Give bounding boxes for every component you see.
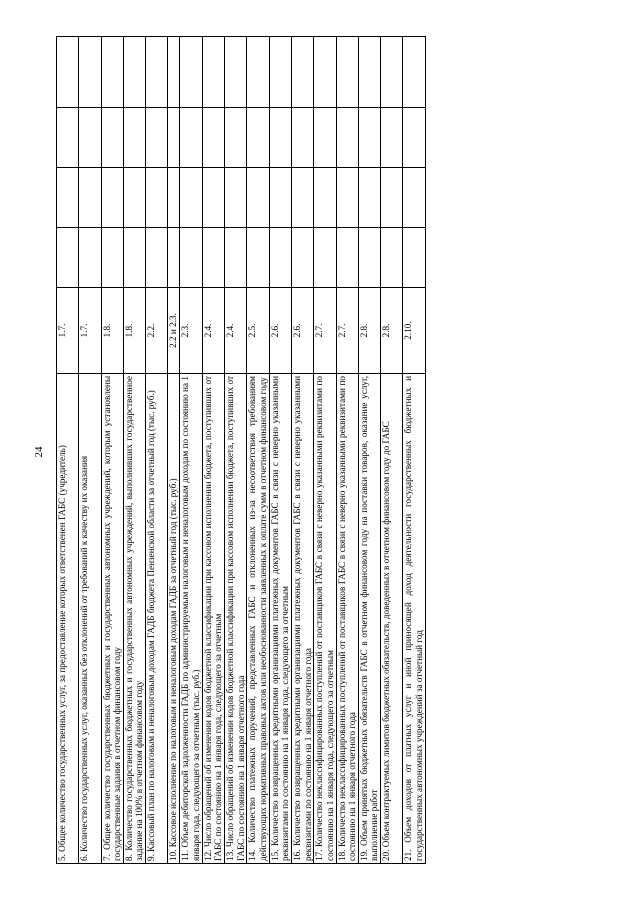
empty-cell	[168, 108, 180, 168]
empty-cell	[225, 37, 247, 108]
empty-cell	[180, 228, 202, 288]
table-row	[314, 37, 336, 864]
empty-cell	[57, 37, 79, 108]
empty-cell	[247, 168, 269, 228]
empty-cell	[291, 228, 313, 288]
table-row	[180, 37, 202, 864]
empty-cell	[314, 228, 336, 288]
indicator-description: 18. Количество неклассифицированных поступлений от поставщиков ГАБС в связи с неверно указанными реквизитами по состоянию на 1 января отчетного года	[336, 374, 358, 864]
empty-cell	[101, 228, 123, 288]
empty-cell	[202, 108, 224, 168]
empty-cell	[225, 228, 247, 288]
empty-cell	[180, 168, 202, 228]
indicator-code: 2.2 и 2.3.	[168, 288, 180, 374]
indicator-code: 2.10.	[403, 288, 425, 374]
indicator-code: 2.4.	[202, 288, 224, 374]
indicator-code: 2.4.	[225, 288, 247, 374]
table-row	[358, 37, 380, 864]
table-row	[101, 37, 123, 864]
empty-cell	[79, 168, 101, 228]
empty-cell	[403, 168, 425, 228]
empty-cell	[146, 228, 168, 288]
indicator-description: 14. Количество платежных поручений, представленных ГАБС и отклоненных из-за несоответствия требованиям действующих нормативных правовых актов или необоснованности заявленных к оплате сумм в отчетном финансовом году	[247, 374, 269, 864]
empty-cell	[146, 168, 168, 228]
table-row	[403, 37, 425, 864]
indicator-description: 19. Объем принятых бюджетных обязательств ГАБС в отчетном финансовом году на поставки товаров, оказание услуг, выполнение работ	[358, 374, 380, 864]
empty-cell	[57, 228, 79, 288]
empty-cell	[123, 228, 145, 288]
empty-cell	[101, 108, 123, 168]
empty-cell	[180, 37, 202, 108]
indicator-description: 8. Количество государственных бюджетных и государственных автономных учреждений, выполнивших государственное задание на 100% в отчетном финансовом году	[123, 374, 145, 864]
empty-cell	[403, 228, 425, 288]
indicator-code: 2.2.	[146, 288, 168, 374]
empty-cell	[123, 37, 145, 108]
empty-cell	[358, 37, 380, 108]
table-row	[79, 37, 101, 864]
empty-cell	[381, 108, 403, 168]
indicator-code: 2.8.	[381, 288, 403, 374]
empty-cell	[381, 168, 403, 228]
indicator-description: 17. Количество неклассифицированных поступлений от поставщиков ГАБС в связи с неверно указанными реквизитами по состоянию на 1 января года, следующего за отчетным	[314, 374, 336, 864]
empty-cell	[314, 168, 336, 228]
empty-cell	[168, 228, 180, 288]
table-row	[247, 37, 269, 864]
indicator-description: 11. Объем дебиторской задолженности ГАДБ по администрируемым налоговым и неналоговым доходам по состоянию на 1 января года, следующего за отчетным (тыс. руб.)	[180, 374, 202, 864]
empty-cell	[79, 37, 101, 108]
empty-cell	[291, 108, 313, 168]
empty-cell	[247, 37, 269, 108]
table-row	[168, 37, 180, 864]
table-row	[381, 37, 403, 864]
indicator-code: 2.6.	[269, 288, 291, 374]
indicator-code: 1.8.	[123, 288, 145, 374]
empty-cell	[57, 168, 79, 228]
empty-cell	[202, 228, 224, 288]
empty-cell	[336, 168, 358, 228]
empty-cell	[381, 37, 403, 108]
empty-cell	[269, 228, 291, 288]
empty-cell	[269, 168, 291, 228]
indicator-code: 2.7.	[314, 288, 336, 374]
empty-cell	[291, 168, 313, 228]
indicator-code: 2.6.	[291, 288, 313, 374]
indicator-code: 1.8.	[101, 288, 123, 374]
indicator-code: 2.8.	[358, 288, 380, 374]
indicator-description: 16. Количество возвращенных кредитными организациями платежных документов ГАБС в связи с неверно указанными реквизитами по состоянию на 1 января отчетного года	[291, 374, 313, 864]
indicator-description: 15. Количество возвращенных кредитными организациями платежных документов ГАБС в связи с неверно указанными реквизитами по состоянию на 1 января года, следующего за отчетным	[269, 374, 291, 864]
table-row	[146, 37, 168, 864]
empty-cell	[123, 108, 145, 168]
indicator-description: 7. Общее количество государственных бюджетных и государственных автономных учреждений, которым установлены государственные задания в отчетном финансовом году	[101, 374, 123, 864]
empty-cell	[314, 108, 336, 168]
indicator-description: 13. Число обращений об изменении кодов бюджетной классификации при кассовом исполнении бюджета, поступивших от ГАБС по состоянию на 1 января отчетного года	[225, 374, 247, 864]
empty-cell	[146, 37, 168, 108]
empty-cell	[336, 37, 358, 108]
empty-cell	[403, 37, 425, 108]
indicator-description: 5. Общее количество государственных услуг, за предоставление которых ответственен ГАБС (учредитель)	[57, 374, 79, 864]
empty-cell	[225, 168, 247, 228]
empty-cell	[202, 168, 224, 228]
empty-cell	[314, 37, 336, 108]
empty-cell	[146, 108, 168, 168]
empty-cell	[168, 168, 180, 228]
indicator-description: 21. Объем доходов от платных услуг и иной приносящей доход деятельности государственных бюджетных и государственных автономных учреждений за отчетный год	[403, 374, 425, 864]
empty-cell	[225, 108, 247, 168]
empty-cell	[336, 108, 358, 168]
empty-cell	[57, 108, 79, 168]
indicator-description: 6. Количество государственных услуг, оказанных без отклонений от требований к качеству их оказания	[79, 374, 101, 864]
empty-cell	[269, 37, 291, 108]
empty-cell	[358, 228, 380, 288]
empty-cell	[168, 37, 180, 108]
empty-cell	[123, 168, 145, 228]
empty-cell	[202, 37, 224, 108]
indicator-code: 2.5.	[247, 288, 269, 374]
indicator-code: 1.7.	[57, 288, 79, 374]
table-row	[225, 37, 247, 864]
empty-cell	[403, 108, 425, 168]
indicator-description: 20. Объем контрактуемых лимитов бюджетных обязательств, доведенных в отчетном финансовом году до ГАБС	[381, 374, 403, 864]
empty-cell	[180, 108, 202, 168]
empty-cell	[247, 108, 269, 168]
empty-cell	[79, 228, 101, 288]
indicator-code: 2.7.	[336, 288, 358, 374]
page-number: 24	[33, 446, 45, 458]
empty-cell	[358, 168, 380, 228]
empty-cell	[381, 228, 403, 288]
table-row	[291, 37, 313, 864]
empty-cell	[336, 228, 358, 288]
table-row	[269, 37, 291, 864]
indicator-description: 9. Кассовый план по налоговым и неналоговым доходам ГАДБ бюджета Пензенской области за отчетный год (тыс. руб.)	[146, 374, 168, 864]
empty-cell	[291, 37, 313, 108]
empty-cell	[247, 228, 269, 288]
indicator-description: 10. Кассовое исполнение по налоговым и неналоговым доходам ГАДБ за отчетный год (тыс. руб.)	[168, 374, 180, 864]
table-row	[123, 37, 145, 864]
empty-cell	[358, 108, 380, 168]
empty-cell	[101, 168, 123, 228]
table-row	[202, 37, 224, 864]
empty-cell	[79, 108, 101, 168]
indicator-code: 1.7.	[79, 288, 101, 374]
rotated-table-container	[56, 37, 596, 864]
table-row	[336, 37, 358, 864]
empty-cell	[101, 37, 123, 108]
indicator-code: 2.3.	[180, 288, 202, 374]
table-row	[57, 37, 79, 864]
indicators-table	[56, 36, 426, 864]
indicator-description: 12. Число обращений об изменении кодов бюджетной классификации при кассовом исполнении бюджета, поступивших от ГАБС по состоянию на 1 января года, следующего за отчетным	[202, 374, 224, 864]
empty-cell	[269, 108, 291, 168]
